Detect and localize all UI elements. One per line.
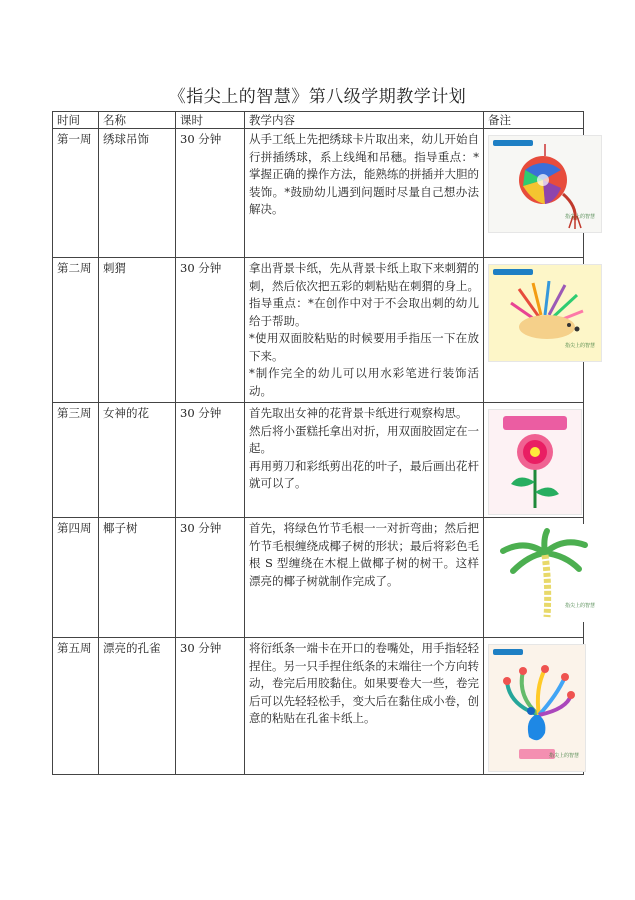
time-cell: 30 分钟 [176,129,245,258]
content-cell [245,258,484,403]
header-week: 时间 [53,112,99,129]
table-row [53,129,584,258]
content-paragraph: 拿出背景卡纸，先从背景卡纸上取下来刺猬的刺，然后依次把五彩的刺粘贴在刺猬的身上。指导重点：*在创作中对于不会取出刺的幼儿给于帮助。 [249,261,479,328]
header-name: 名称 [99,112,176,129]
header-note: 备注 [484,112,584,129]
content-cell [245,638,484,775]
coconut-tree-photo [488,524,602,622]
hedgehog-photo [488,264,602,362]
name-cell: 绣球吊饰 [99,129,176,258]
content-paragraph: 然后将小蛋糕托拿出对折，用双面胶固定在一起。 [249,423,479,455]
content-paragraph: 首先取出女神的花背景卡纸进行观察构思。 [249,406,468,420]
table-row [53,258,584,403]
time-cell: 30 分钟 [176,258,245,403]
brand-watermark: 指尖上的智慧 [564,602,595,609]
table-row [53,638,584,775]
goddess-flower-photo [488,409,582,515]
brand-watermark: 指尖上的智慧 [564,342,595,349]
note-cell [484,638,584,775]
time-cell: 30 分钟 [176,638,245,775]
week-cell: 第二周 [53,258,99,403]
content-paragraph: *使用双面胶粘贴的时候要用手指压一下在放下来。 [249,331,479,363]
content-paragraph: *制作完全的幼儿可以用水彩笔进行装饰活动。 [249,366,479,398]
content-paragraph: 将衍纸条一端卡在开口的卷嘴处，用手指轻轻捏住。另一只手捏住纸条的末端往一个方向转动，卷完后用胶黏住。如果要卷大一些，卷完后可以先轻轻松手，变大后在黏住成小卷，创意的粘贴在孔雀卡纸上。 [249,641,479,725]
teaching-plan-table [52,111,595,775]
week-cell: 第五周 [53,638,99,775]
week-cell: 第一周 [53,129,99,258]
name-cell: 女神的花 [99,403,176,518]
flower-icon [489,410,581,514]
note-cell [484,403,584,518]
header-time: 课时 [176,112,245,129]
brand-watermark: 指尖上的智慧 [548,752,579,759]
content-cell [245,518,484,638]
week-cell: 第三周 [53,403,99,518]
brand-watermark: 指尖上的智慧 [564,213,595,220]
header-content: 教学内容 [245,112,484,129]
table-row [53,403,584,518]
content-cell [245,129,484,258]
name-cell: 刺猬 [99,258,176,403]
content-paragraph: 从手工纸上先把绣球卡片取出来，幼儿开始自行拼插绣球，系上线绳和吊穗。指导重点：*掌握正确的操作方法，能熟练的拼插并大胆的装饰。*鼓励幼儿遇到问题时尽量自己想办法解决。 [249,132,479,216]
name-cell: 漂亮的孔雀 [99,638,176,775]
table-header-row [53,112,584,129]
note-cell [484,258,595,403]
note-cell [484,518,595,638]
note-cell [484,129,595,258]
week-cell: 第四周 [53,518,99,638]
peacock-photo [488,644,586,772]
embroidered-ball-photo [488,135,602,233]
time-cell: 30 分钟 [176,518,245,638]
table-row [53,518,584,638]
content-paragraph: 再用剪刀和彩纸剪出花的叶子，最后画出花杆就可以了。 [249,458,479,490]
content-paragraph: 首先，将绿色竹节毛根一一对折弯曲；然后把竹节毛根缠绕成椰子树的形状；最后将彩色毛根 S 型缠绕在木棍上做椰子树的树干。这样漂亮的椰子树就制作完成了。 [249,521,479,588]
name-cell: 椰子树 [99,518,176,638]
time-cell: 30 分钟 [176,403,245,518]
content-cell [245,403,484,518]
page-title: 《指尖上的智慧》第八级学期教学计划 [168,87,467,107]
